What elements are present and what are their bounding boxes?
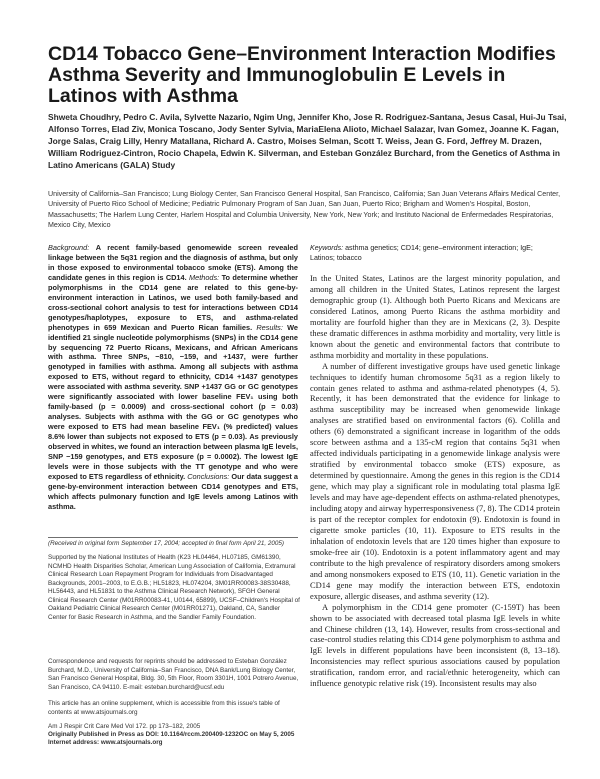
affiliations: University of California–San Francisco; Lung Biology Center, San Francisco General Hospital, San Francisco, California; San Juan Veterans Affairs Medical Center, University of Puerto Rico School of Medicine; Pediatric Pulmonary Program of San Juan, San Juan, Puerto Rico; Brigham and Women's Hospital, Boston, Massachusetts; The Harlem Lung Center, Harlem Hospital and Columbia University, New York, New York; and Instituto Nacional de Enfermedades Respiratorias, Mexico City, Mexico [48, 190, 561, 230]
keywords-text: asthma genetics; CD14; gene–environment interaction; IgE; Latinos; tobacco [310, 244, 533, 263]
journal-citation [48, 723, 300, 747]
keywords [310, 243, 558, 264]
funding-footnote: Supported by the National Institutes of Health (K23 HL04464, HL07185, GM61390, NCMHD Health Disparities Scholar, American Lung Association of California, Extramural Clinical Research Loan Repayment Program for Individuals from Disadvantaged Backgrounds, 2001–2003, to E.G.B.; HL51823, HL074204, 3M01RR00083-38S30488, HL56443, and HL51831 to the Asthma Clinical Research Network), SFGH General Clinical Research Center (M01RR00083-41, U0144, 65899), UCSF–Children's Hospital of Oakland Pediatric Clinical Research Center (M01RR01271), Oakland, CA, Sandler Center for Basic Research in Asthma, and the Sandler Family Foundation. [48, 554, 300, 621]
author-list: Shweta Choudhry, Pedro C. Avila, Sylvette Nazario, Ngim Ung, Jennifer Kho, Jose R. Rodriguez-Santana, Jesus Casal, Hui-Ju Tsai, Alfonso Torres, Elad Ziv, Monica Toscano, Jody Senter Sylvia, MariaElena Alioto, Michael Salazar, Ivan Gomez, Joanne K. Fagan, Jorge Salas, Craig Lilly, Henry Matallana, Richard A. Castro, Moises Selman, Scott T. Weiss, Jean G. Ford, Jeffrey M. Drazen, William Rodriguez-Cintron, Rocio Chapela, Edwin K. Silverman, and Esteban González Burchard, from the Genetics of Asthma in Latino Americans (GALA) Study [48, 112, 567, 170]
abstract-conclusions-text: Our data suggest a gene-by-environment interaction between CD14 genotypes and ETS, which affects pulmonary function and IgE levels among Latinos with asthma. [48, 471, 298, 511]
abstract [48, 243, 298, 512]
abstract-results-text: We identified 21 single nucleotide polymorphisms (SNPs) in the CD14 gene by sequencing 72 Puerto Ricans, Mexicans, and African Americans with asthma. Three SNPs, −810, −159, and +1437, were further genotyped in families with asthma. Among all subjects with asthma exposed to ETS, without regard to ethnicity, CD14 +1437 genotypes were associated with asthma severity. SNP +1437 GG or GC genotypes were significantly associated with lower baseline FEV₁ using both family-based (p = 0.0009) and cross-sectional cohort (p = 0.03) analyses. Subjects with asthma with the GG or GC genotypes who were exposed to ETS had mean baseline FEV₁ (% predicted) values 8.6% lower than subjects not exposed to ETS (p = 0.03). As previously observed in whites, we found an interaction between plasma IgE levels, SNP −159 genotypes, and ETS exposure (p = 0.0002). The lowest IgE levels were in those subjects with the TT genotype and who were exposed to ETS regardless of ethnicity. [48, 322, 298, 481]
intro-paragraph: A number of different investigative groups have used genetic linkage techniques to identify human chromosome 5q31 as a region likely to contain genes related to asthma and asthma-related phenotypes (4, 5). Recently, it has been demonstrated that the evidence for linkage to asthma susceptibility may be increased when genomewide linkage analyses are stratified based on environmental factors (6). Colilla and others (6) demonstrated a significant increase in logarithm of the odds score between asthma and a 135-cM region that contains 5q31 when affected individuals participating in a genomewide linkage analysis were stratified by environmental tobacco smoke (ETS) exposure, as determined by questionnaire. Among the genes in this region is the CD14 gene, which may play a significant role in modulating total plasma IgE levels and may have age-dependent effects on asthma-related phenotypes, including atopy and airway hyperresponsiveness (7, 8). The CD14 protein is part of the receptor complex for endotoxin (9). Endotoxin is found in cigarette smoke particles (10, 11). Exposure to ETS results in the inhalation of endotoxin levels that are 120 times higher than exposure to smoke-free air (10). Endotoxin is a potent inflammatory agent and may contribute to the high prevalence of respiratory disorders among smokers and among nonsmokers exposed to ETS (10, 11). Genetic variation in the CD14 gene may modify the interaction between ETS, endotoxin exposure, allergic diseases, and asthma severity (12). [310, 360, 560, 601]
abstract-background-text: A recent family-based genomewide screen revealed linkage between the 5q31 region and the diagnosis of asthma, but only in those exposed to environmental tobacco smoke (ETS). Among the candidate genes in this region is CD14. [48, 243, 299, 282]
abstract-methods-label: Methods: [189, 272, 220, 282]
abstract-results-label: Results: [256, 322, 283, 332]
footnote-divider [48, 537, 298, 538]
abstract-methods-text: To determine whether polymorphisms in the CD14 gene are related to this gene-by-environment interaction in Latinos, we used both family-based and cross-sectional cohort analysis to test for interactions between CD14 genotypes/haplotypes, exposure to ETS, and asthma-related phenotypes in 659 Mexican and Puerto Rican families. [48, 272, 299, 332]
intro-paragraph: In the United States, Latinos are the largest minority population, and among all children in the United States, Latinos represent the largest demographic group (1). Although both Puerto Ricans and Mexicans are considered Latinos, among Puerto Ricans the asthma morbidity and mortality are fourfold higher than they are in Mexicans (2, 3). Despite these dramatic differences in asthma morbidity and mortality, very little is known about the genetic and environmental factors that contribute to asthma morbidity and mortality in these populations. [310, 273, 560, 360]
introduction-text [310, 273, 560, 689]
journal-volume: Am J Respir Crit Care Med Vol 172. pp 173–182, 2005 [48, 723, 201, 730]
intro-paragraph: A polymorphism in the CD14 gene promoter (C-159T) has been shown to be associated with decreased total plasma IgE levels in white and Chinese children (13, 14). However, results from cross-sectional and case-control studies relating this CD14 gene polymorphism to asthma and IgE levels in different populations have been inconsistent (8, 13–18). Inconsistencies may reflect spurious associations caused by population stratification, random error, and racial/ethnic heterogeneity, which can influence genotypic relative risk (19). Inconsistent results may also [310, 601, 560, 689]
correspondence-footnote: Correspondence and requests for reprints should be addressed to Esteban González Burchard, M.D., University of California–San Francisco, DNA Bank/Lung Biology Center, San Francisco General Hospital, Bldg. 30, 5th Floor, Room 3301H, 1001 Potrero Avenue, San Francisco, CA 94110. E-mail: esteban.burchard@ucsf.edu [48, 658, 299, 691]
journal-url: Internet address: www.atsjournals.org [48, 739, 163, 746]
keywords-label: Keywords: [310, 244, 344, 252]
abstract-conclusions-label: Conclusions: [187, 471, 230, 481]
received-dates: (Received in original form September 17, 2004; accepted in final form April 21, 2005) [48, 540, 285, 547]
article-title: CD14 Tobacco Gene–Environment Interaction Modifies Asthma Severity and Immunoglobulin E Levels in Latinos with Asthma [48, 43, 556, 107]
online-supplement-note: This article has an online supplement, which is accessible from this issue's table of contents at www.atsjournals.org [48, 700, 280, 716]
abstract-background-label: Background: [48, 243, 90, 252]
journal-doi: Originally Published in Press as DOI: 10.1164/rccm.200409-1232OC on May 5, 2005 [48, 731, 295, 738]
